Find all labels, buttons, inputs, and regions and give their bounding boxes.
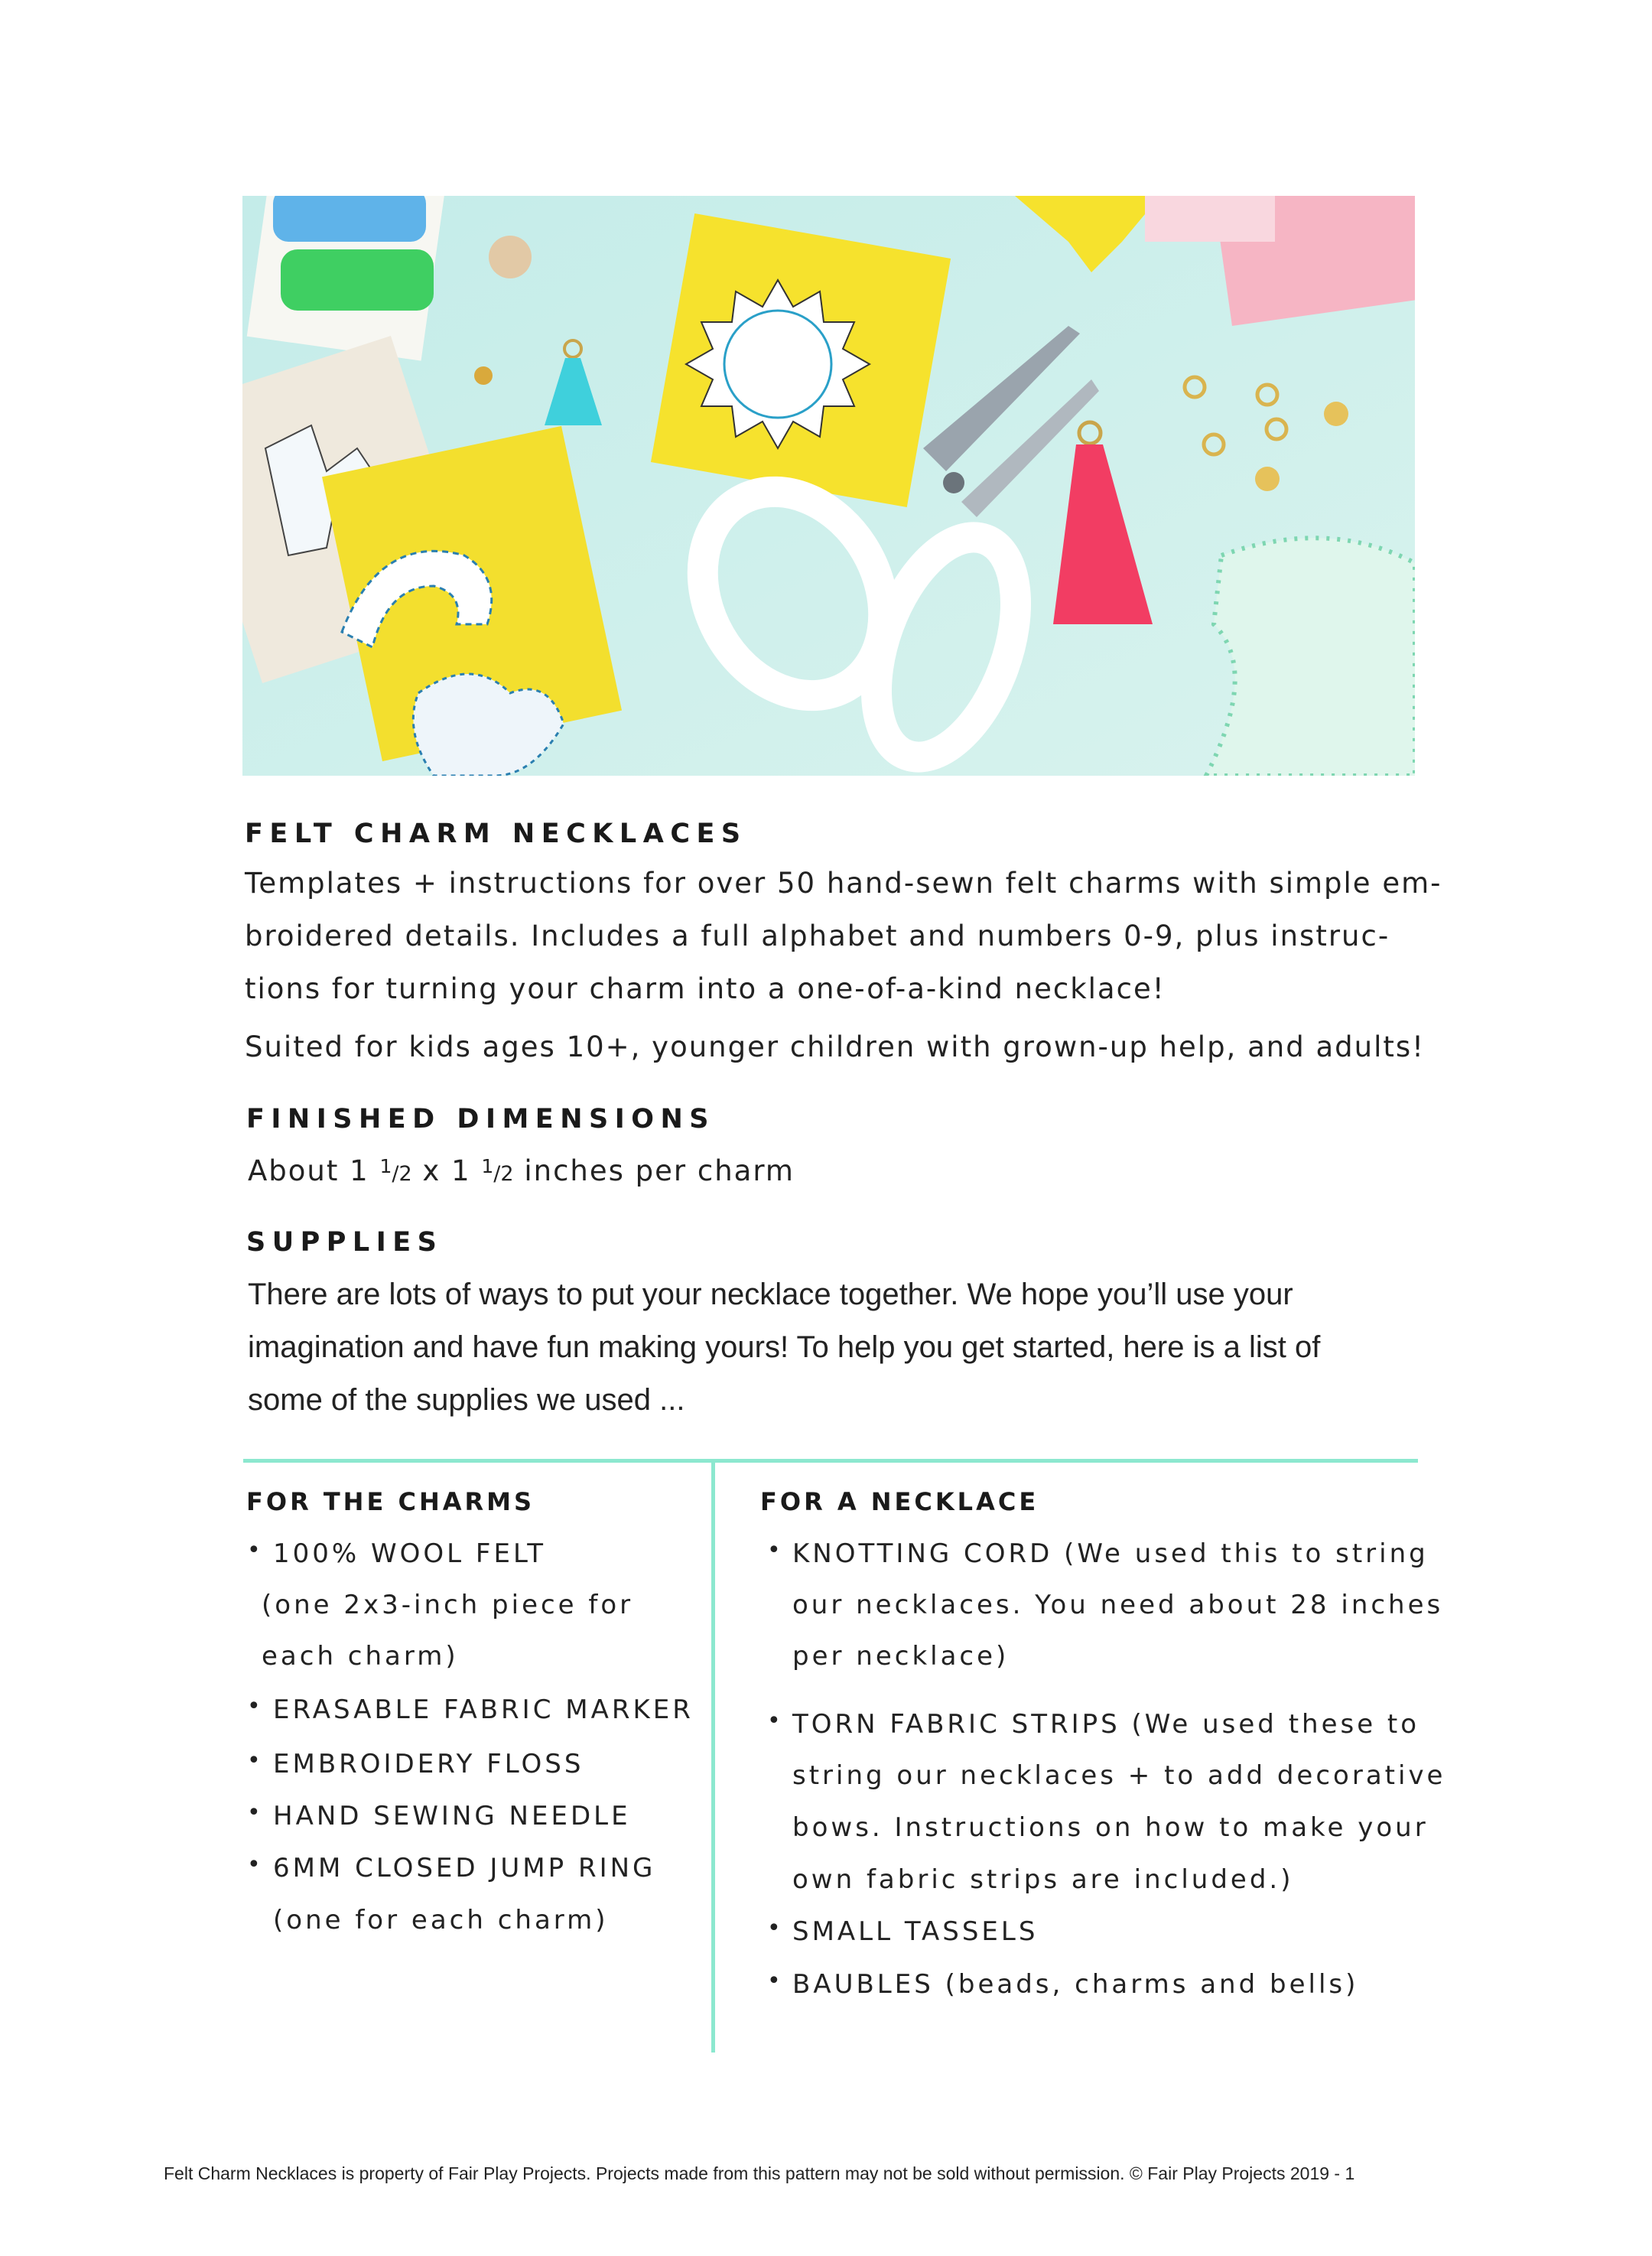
bullet: •: [247, 1693, 261, 1720]
charms-item-needle: HAND SEWING NEEDLE: [273, 1801, 631, 1831]
dimensions-heading: FINISHED DIMENSIONS: [246, 1104, 715, 1135]
fraction-1-denominator: /2: [392, 1162, 412, 1186]
necklace-item-strips-4: own fabric strips are included.): [792, 1864, 1294, 1895]
necklace-item-cord-2: our necklaces. You need about 28 inches: [792, 1590, 1444, 1620]
gold-bell: [474, 366, 493, 385]
intro-line-3: tions for turning your charm into a one-of-a-kind necklace!: [245, 972, 1166, 1005]
column-divider: [711, 1461, 715, 2053]
necklace-item-strips-2: string our necklaces + to add decorative: [792, 1760, 1446, 1791]
footer-copyright: Felt Charm Necklaces is property of Fair Play Projects. Projects made from this pattern may not be sold without permission. © Fair Play Projects 2019 - 1: [164, 2163, 1355, 2183]
thread-card: [247, 196, 444, 361]
necklace-item-strips-3: bows. Instructions on how to make your: [792, 1812, 1429, 1843]
supplies-heading: SUPPLIES: [246, 1227, 444, 1258]
dimensions-middle: x 1: [411, 1154, 482, 1187]
charms-item-jump-ring-note: (one for each charm): [273, 1905, 609, 1935]
charms-item-wool-felt-note-1: (one 2x3-inch piece for: [262, 1590, 634, 1620]
necklace-item-cord-3: per necklace): [792, 1641, 1010, 1672]
necklace-item-baubles: BAUBLES (beads, charms and bells): [792, 1969, 1359, 2000]
supplies-line-2: imagination and have fun making yours! To help you get started, here is a list of: [248, 1330, 1321, 1364]
charms-item-marker: ERASABLE FABRIC MARKER: [273, 1694, 694, 1725]
bullet: •: [767, 1537, 781, 1564]
charms-item-jump-ring: 6MM CLOSED JUMP RING: [273, 1853, 656, 1883]
fraction-2-numerator: 1: [481, 1155, 494, 1177]
supplies-line-1: There are lots of ways to put your necklace together. We hope you’ll use your: [248, 1278, 1293, 1311]
charms-item-wool-felt-note-2: each charm): [262, 1641, 459, 1672]
intro-line-1: Templates + instructions for over 50 hand-sewn felt charms with simple em-: [245, 867, 1442, 900]
bullet: •: [767, 1707, 781, 1734]
wooden-bead: [489, 236, 532, 278]
intro-ages: Suited for kids ages 10+, younger children with grown-up help, and adults!: [245, 1030, 1425, 1063]
charms-item-floss: EMBROIDERY FLOSS: [273, 1749, 584, 1779]
gold-bell-right-2: [1255, 467, 1280, 491]
section-divider: [243, 1459, 1418, 1463]
charms-heading: FOR THE CHARMS: [246, 1487, 535, 1516]
necklace-item-cord: KNOTTING CORD (We used this to string: [792, 1538, 1429, 1569]
dimensions-suffix: inches per charm: [513, 1154, 795, 1187]
intro-line-2: broidered details. Includes a full alphabet and numbers 0-9, plus instruc-: [245, 920, 1390, 952]
hero-photo: [242, 196, 1415, 776]
dimensions-prefix: About 1: [248, 1154, 380, 1187]
necklace-heading: FOR A NECKLACE: [760, 1487, 1039, 1516]
bullet: •: [247, 1537, 261, 1564]
bullet: •: [767, 1915, 781, 1942]
necklace-item-tassels: SMALL TASSELS: [792, 1916, 1039, 1947]
bullet: •: [247, 1747, 261, 1774]
page-title: FELT CHARM NECKLACES: [245, 819, 747, 849]
craft-supplies-illustration: [242, 196, 1415, 776]
fraction-1-numerator: 1: [379, 1155, 392, 1177]
fabric-strip: [1206, 538, 1415, 776]
bullet: •: [767, 1968, 781, 1994]
dimensions-text: [248, 1154, 795, 1187]
supplies-line-3: some of the supplies we used ...: [248, 1383, 685, 1417]
necklace-item-strips: TORN FABRIC STRIPS (We used these to: [792, 1709, 1420, 1740]
gold-bell-right: [1324, 402, 1348, 426]
charms-item-wool-felt: 100% WOOL FELT: [273, 1538, 546, 1569]
bullet: •: [247, 1799, 261, 1826]
fraction-2-denominator: /2: [493, 1162, 514, 1186]
bullet: •: [247, 1851, 261, 1878]
